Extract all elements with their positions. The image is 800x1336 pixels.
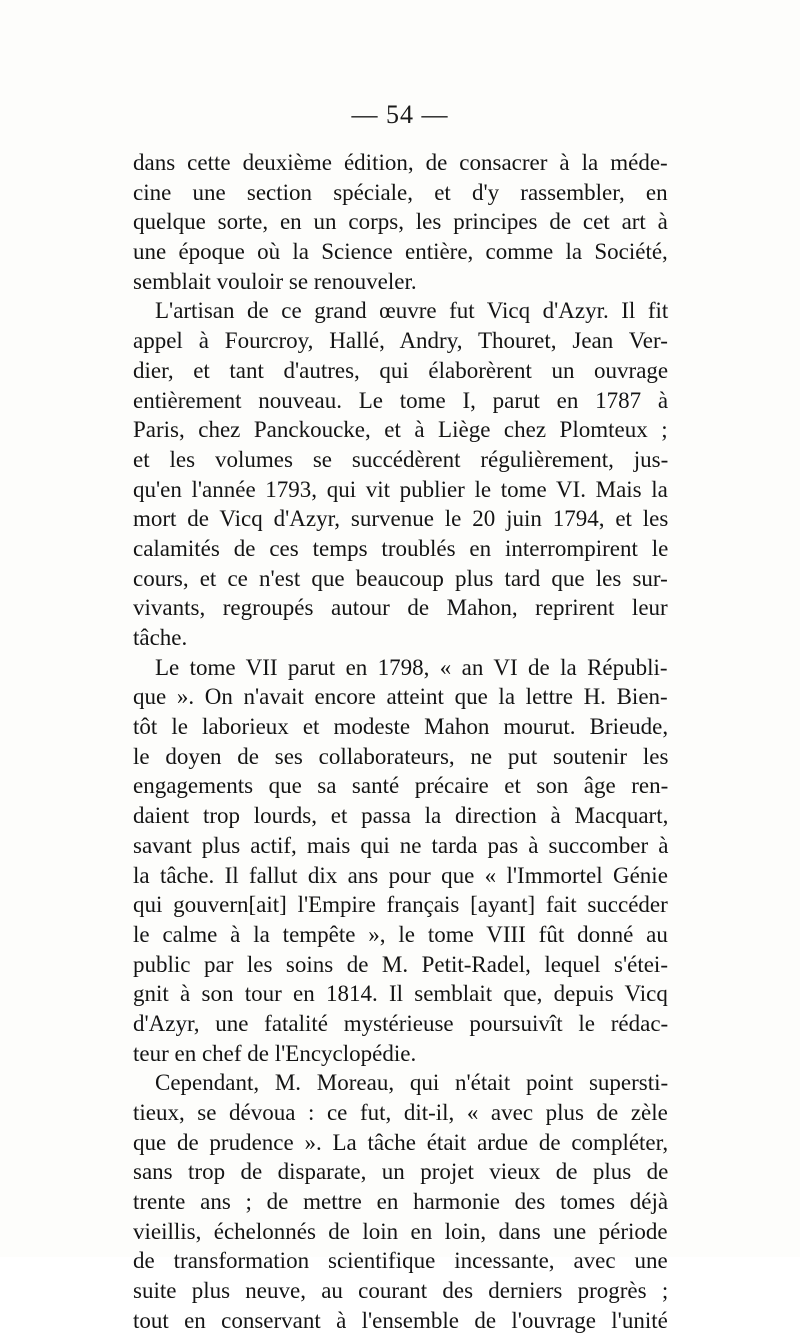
text-line: que de prudence ». La tâche était ardue de compléter,	[133, 1129, 669, 1155]
text-line: Le tome VII parut en 1798, « an VI de la Républi-	[155, 654, 668, 680]
text-line: tieux, se dévoua : ce fut, dit-il, « avec plus de zèle	[133, 1100, 668, 1125]
text-line: tâche.	[133, 625, 188, 650]
text-line: daient trop lourds, et passa la direction à Macquart,	[133, 803, 669, 829]
text-line: entièrement nouveau. Le tome I, parut en 1787 à	[133, 387, 669, 413]
body-text	[133, 148, 668, 1336]
text-line: vivants, regroupés autour de Mahon, reprirent leur	[133, 595, 668, 621]
text-line: trente ans ; de mettre en harmonie des tomes déjà	[133, 1189, 669, 1215]
text-line: quelque sorte, en un corps, les principes de cet art à	[133, 209, 668, 235]
text-line: engagements que sa santé précaire et son âge ren-	[133, 773, 669, 799]
text-line: calamités de ces temps troublés en interrompirent le	[133, 535, 669, 561]
text-line: cine une section spéciale, et d'y rassembler, en	[133, 179, 668, 205]
text-line: Paris, chez Panckoucke, et à Liège chez Plomteux ;	[133, 417, 668, 443]
text-line: semblait vouloir se renouveler.	[133, 268, 417, 294]
text-line: savant plus actif, mais qui ne tarda pas à succomber à	[133, 832, 669, 858]
text-line: sans trop de disparate, un projet vieux de plus de	[133, 1159, 669, 1185]
text-line: gnit à son tour en 1814. Il semblait que, depuis Vicq	[133, 981, 668, 1007]
text-line: vieillis, échelonnés de loin en loin, dans une période	[133, 1218, 668, 1244]
page-number: — 54 —	[351, 100, 449, 129]
text-line: suite plus neuve, au courant des derniers progrès ;	[133, 1278, 669, 1304]
text-line: dans cette deuxième édition, de consacrer à la méde-	[133, 150, 668, 175]
text-line: appel à Fourcroy, Hallé, Andry, Thouret, Jean Ver-	[133, 328, 668, 354]
text-line: mort de Vicq d'Azyr, survenue le 20 juin 1794, et les	[133, 506, 669, 532]
text-line: cours, et ce n'est que beaucoup plus tard que les sur-	[133, 565, 668, 591]
text-line: que ». On n'avait encore atteint que la lettre H. Bien-	[133, 684, 668, 710]
text-line: tout en conservant à l'ensemble de l'ouvrage l'unité	[133, 1307, 668, 1333]
text-line: et les volumes se succédèrent régulièrement, jus-	[133, 446, 669, 472]
text-line: dier, et tant d'autres, qui élaborèrent un ouvrage	[133, 357, 669, 383]
text-line: teur en chef de l'Encyclopédie.	[133, 1040, 417, 1066]
text-line: tôt le laborieux et modeste Mahon mourut. Brieude,	[133, 714, 669, 740]
text-line: le doyen de ses collaborateurs, ne put soutenir les	[133, 743, 669, 769]
text-line: une époque où la Science entière, comme la Société,	[133, 239, 668, 265]
text-line: de transformation scientifique incessante, avec une	[133, 1248, 668, 1274]
text-line: L'artisan de ce grand œuvre fut Vicq d'Azyr. Il fit	[155, 298, 669, 324]
text-line: la tâche. Il fallut dix ans pour que « l'Immortel Génie	[133, 862, 668, 888]
text-line: Cependant, M. Moreau, qui n'était point supersti-	[155, 1070, 669, 1096]
text-line: le calme à la tempête », le tome VIII fût donné au	[133, 921, 668, 947]
text-line: qui gouvern[ait] l'Empire français [ayant] fait succéder	[133, 892, 668, 918]
text-line: d'Azyr, une fatalité mystérieuse poursuivît le rédac-	[133, 1010, 669, 1036]
text-line: public par les soins de M. Petit-Radel, lequel s'étei-	[133, 951, 668, 977]
text-line: qu'en l'année 1793, qui vit publier le tome VI. Mais la	[133, 476, 668, 502]
